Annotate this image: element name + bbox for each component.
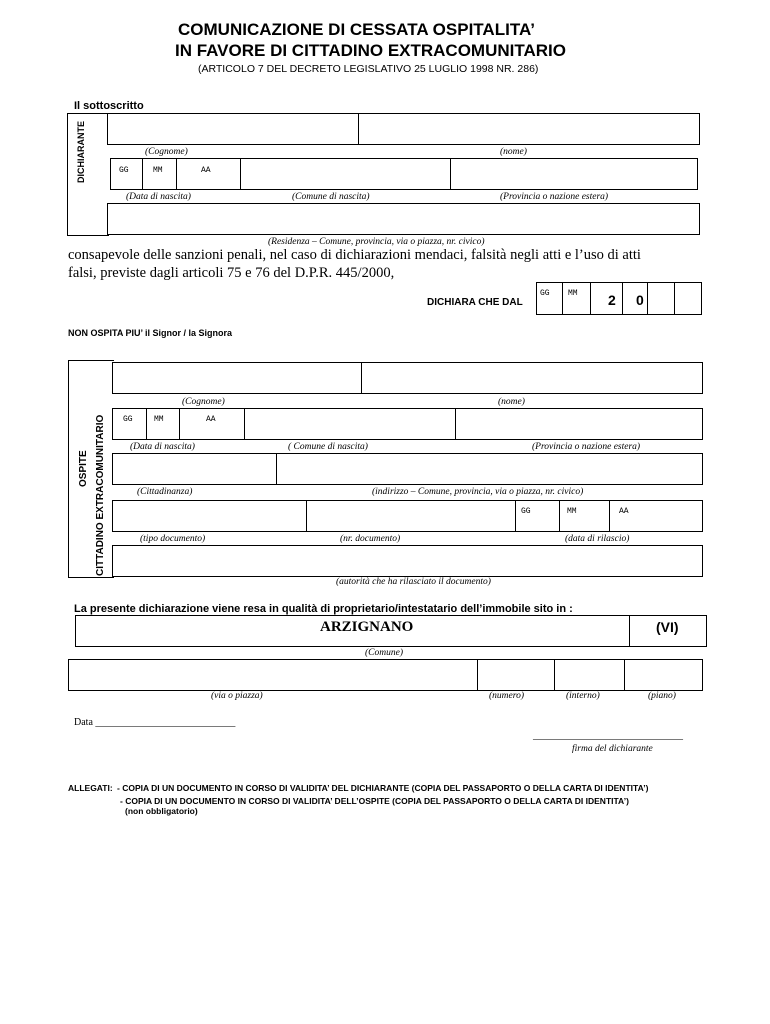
guest-nome-field[interactable] <box>362 363 701 392</box>
guest-cognome-caption: (Cognome) <box>182 397 225 407</box>
declaration-line2: falsi, previste dagli articoli 75 e 76 del D.P.R. 445/2000, <box>68 265 395 281</box>
data-field[interactable]: Data ____________________________ <box>74 717 236 728</box>
property-piano-caption: (piano) <box>648 691 676 701</box>
guest-cognome-field[interactable] <box>113 363 358 392</box>
signer-comune-nascita-caption: (Comune di nascita) <box>292 192 370 202</box>
dichiara-date-box[interactable] <box>536 282 702 315</box>
property-piano-field[interactable] <box>625 660 701 689</box>
form-title-line2: IN FAVORE DI CITTADINO EXTRACOMUNITARIO <box>175 41 566 60</box>
property-via-field[interactable] <box>69 660 474 689</box>
property-numero-field[interactable] <box>478 660 552 689</box>
guest-comune-nascita-field[interactable] <box>245 409 453 438</box>
property-comune-caption: (Comune) <box>365 648 403 658</box>
property-statement: La presente dichiarazione viene resa in qualità di proprietario/intestatario dell’immobile sito in : <box>74 603 573 615</box>
signer-nome-field[interactable] <box>359 114 698 143</box>
property-numero-caption: (numero) <box>489 691 524 701</box>
guest-intro: NON OSPITA PIU’ il Signor / la Signora <box>68 328 233 338</box>
guest-indirizzo-field[interactable] <box>277 454 701 483</box>
attachment-item-2: - COPIA DI UN DOCUMENTO IN CORSO DI VALIDITA’ DELL’OSPITE (COPIA DEL PASSAPORTO O DELLA CARTA DI IDENTITA’) <box>120 796 629 806</box>
signer-side-label: DICHIARANTE <box>76 121 86 183</box>
signer-residenza-caption: (Residenza – Comune, provincia, via o piazza, nr. civico) <box>268 237 485 247</box>
form-title-line1: COMUNICAZIONE DI CESSATA OSPITALITA’ <box>178 20 535 39</box>
dichiara-gg: GG <box>540 289 550 298</box>
guest-nr-doc-field[interactable] <box>307 501 513 530</box>
guest-doc-gg: GG <box>521 507 531 516</box>
signer-comune-nascita-field[interactable] <box>241 159 447 188</box>
guest-side-label-1: OSPITE <box>78 450 89 487</box>
guest-provincia-caption: (Provincia o nazione estera) <box>532 442 641 452</box>
signer-aa: AA <box>201 166 211 175</box>
guest-aa: AA <box>206 415 216 424</box>
signer-gg: GG <box>119 166 129 175</box>
declaration-line1: consapevole delle sanzioni penali, nel caso di dichiarazioni mendaci, falsità negli atti e l’uso di atti <box>68 247 641 263</box>
signer-provincia-field[interactable] <box>451 159 696 188</box>
guest-comune-nascita-caption: ( Comune di nascita) <box>288 442 368 452</box>
guest-data-nascita-caption: (Data di nascita) <box>130 442 195 452</box>
firma-caption: firma del dichiarante <box>572 744 653 754</box>
guest-autorita-caption: (autorità che ha rilasciato il documento) <box>336 577 491 587</box>
dichiara-mm: MM <box>568 289 578 298</box>
guest-indirizzo-caption: (indirizzo – Comune, provincia, via o piazza, nr. civico) <box>372 487 584 497</box>
property-comune-value[interactable]: ARZIGNANO <box>320 619 414 635</box>
signer-heading: Il sottoscritto <box>74 100 144 112</box>
property-provincia-value[interactable]: (VI) <box>656 619 679 635</box>
signer-nome-caption: (nome) <box>500 147 527 157</box>
property-interno-caption: (interno) <box>566 691 600 701</box>
guest-nome-caption: (nome) <box>498 397 525 407</box>
signer-side-frame <box>67 113 109 236</box>
dichiara-label: DICHIARA CHE DAL <box>427 297 523 308</box>
guest-side-frame <box>68 360 114 578</box>
attachment-item-1: - COPIA DI UN DOCUMENTO IN CORSO DI VALIDITA’ DEL DICHIARANTE (COPIA DEL PASSAPORTO O DELLA CARTA DI IDENTITA’) <box>117 783 649 793</box>
signer-mm: MM <box>153 166 163 175</box>
guest-mm: MM <box>154 415 164 424</box>
attachments-label: ALLEGATI: <box>68 783 113 793</box>
property-via-caption: (via o piazza) <box>211 691 263 701</box>
signer-cognome-field[interactable] <box>108 114 356 143</box>
guest-data-rilascio-caption: (data di rilascio) <box>565 534 630 544</box>
guest-autorita-field[interactable] <box>112 545 703 577</box>
signer-provincia-caption: (Provincia o nazione estera) <box>500 192 609 202</box>
guest-provincia-field[interactable] <box>456 409 701 438</box>
year-digit-0: 0 <box>636 292 644 308</box>
guest-tipo-doc-field[interactable] <box>113 501 304 530</box>
form-subtitle: (ARTICOLO 7 DEL DECRETO LEGISLATIVO 25 LUGLIO 1998 NR. 286) <box>198 63 539 75</box>
guest-doc-mm: MM <box>567 507 577 516</box>
guest-gg: GG <box>123 415 133 424</box>
signer-residenza-field[interactable] <box>107 203 700 235</box>
signer-data-nascita-caption: (Data di nascita) <box>126 192 191 202</box>
signer-cognome-caption: (Cognome) <box>145 147 188 157</box>
attachment-item-2-note: (non obbligatorio) <box>125 806 198 816</box>
guest-side-label-2: CITTADINO EXTRACOMUNITARIO <box>95 414 106 576</box>
property-interno-field[interactable] <box>555 660 622 689</box>
guest-cittadinanza-caption: (Cittadinanza) <box>137 487 193 497</box>
guest-doc-aa: AA <box>619 507 629 516</box>
guest-nr-doc-caption: (nr. documento) <box>340 534 401 544</box>
guest-tipo-doc-caption: (tipo documento) <box>140 534 206 544</box>
firma-line[interactable]: ______________________________ <box>533 730 683 741</box>
year-digit-2: 2 <box>608 292 616 308</box>
guest-cittadinanza-field[interactable] <box>113 454 274 483</box>
